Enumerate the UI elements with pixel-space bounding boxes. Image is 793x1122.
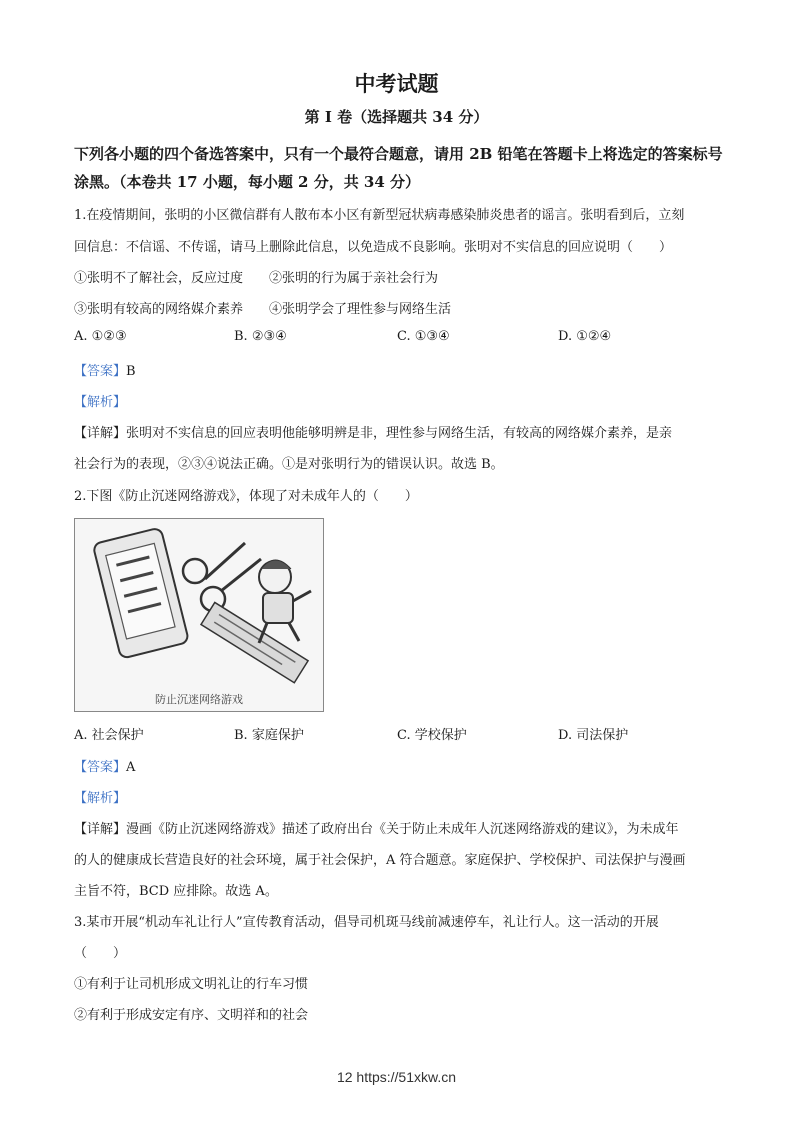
q2-option-c: C. 学校保护 — [397, 728, 467, 743]
answer-label: 【答案】 — [74, 760, 127, 775]
section-subtitle: 第 I 卷（选择题共 34 分） — [304, 108, 489, 126]
q3-statement-1: ①有利于让司机形成文明礼让的行车习惯 — [74, 977, 309, 992]
detail-label: 【详解】 — [74, 426, 127, 441]
section-instruction: 下列各小题的四个备选答案中，只有一个最符合题意，请用 2B 铅笔在答题卡上将选定的答案标号涂黑。（本卷共 17 小题，每小题 2 分，共 34 分） — [74, 145, 723, 191]
q2-option-a: A. 社会保护 — [74, 728, 144, 743]
detail-text: 张明对不实信息的回应表明他能够明辨是非，理性参与网络生活，有较高的网络媒介素养，是亲 — [126, 426, 673, 441]
q3-statement-2: ②有利于形成安定有序、文明祥和的社会 — [74, 1008, 309, 1023]
q1-statement-line2: ③张明有较高的网络媒介素养 ④张明学会了理性参与网络生活 — [74, 302, 452, 317]
answer-label: 【答案】 — [74, 364, 127, 379]
page-title: 中考试题 — [354, 71, 439, 96]
q1-answer — [74, 360, 136, 379]
page-footer: 12 https://51xkw.cn — [336, 1069, 457, 1085]
q2-detail-line2: 的人的健康成长营造良好的社会环境，属于社会保护，A 符合题意。家庭保护、学校保护、司法保护与漫画 — [74, 853, 686, 868]
child-figure — [259, 560, 311, 643]
q1-option-b: B. ②③④ — [234, 329, 287, 344]
q2-option-d: D. 司法保护 — [558, 728, 629, 743]
q1-option-d: D. ①②④ — [558, 329, 612, 344]
analysis-label: 【解析】 — [74, 395, 127, 410]
answer-value: A — [126, 760, 136, 775]
q2-answer — [74, 756, 135, 775]
q2-stem: 2.下图《防止沉迷网络游戏》，体现了对未成年人的（ ） — [74, 489, 418, 504]
q2-detail-line1 — [74, 818, 679, 837]
q2-analysis — [74, 787, 126, 806]
q1-stem-line2: 回信息：不信谣、不传谣，请马上删除此信息，以免造成不良影响。张明对不实信息的回应说明（ ） — [74, 240, 673, 255]
q1-detail-line2: 社会行为的表现，②③④说法正确。①是对张明行为的错误认识。故选 B。 — [74, 457, 504, 472]
cartoon-image — [74, 518, 324, 712]
q3-stem-line1: 3.某市开展“机动车礼让行人”宣传教育活动，倡导司机斑马线前减速停车，礼让行人。这一活动的开展 — [74, 915, 659, 930]
q2-detail-line3: 主旨不符，BCD 应排除。故选 A。 — [74, 884, 278, 899]
detail-label: 【详解】 — [74, 822, 127, 837]
answer-value: B — [126, 364, 136, 379]
analysis-label: 【解析】 — [74, 791, 127, 806]
scissors-shape — [183, 543, 261, 611]
q2-option-b: B. 家庭保护 — [234, 728, 304, 743]
q3-stem-line2: （ ） — [74, 946, 127, 961]
q1-stem-line1: 1.在疫情期间，张明的小区微信群有人散布本小区有新型冠状病毒感染肺炎患者的谣言。张明看到后，立刻 — [74, 208, 685, 223]
q1-option-c: C. ①③④ — [397, 329, 450, 344]
q1-detail-line1 — [74, 422, 672, 441]
detail-text: 漫画《防止沉迷网络游戏》描述了政府出台《关于防止未成年人沉迷网络游戏的建议》，为未成年 — [126, 822, 679, 837]
cartoon-caption: 防止沉迷网络游戏 — [155, 693, 243, 706]
q1-option-a: A. ①②③ — [74, 329, 127, 344]
q1-statement-line1: ①张明不了解社会，反应过度 ②张明的行为属于亲社会行为 — [74, 271, 439, 286]
cartoon-drawing — [75, 519, 323, 691]
phone-shape — [93, 527, 189, 658]
q1-analysis — [74, 391, 126, 410]
